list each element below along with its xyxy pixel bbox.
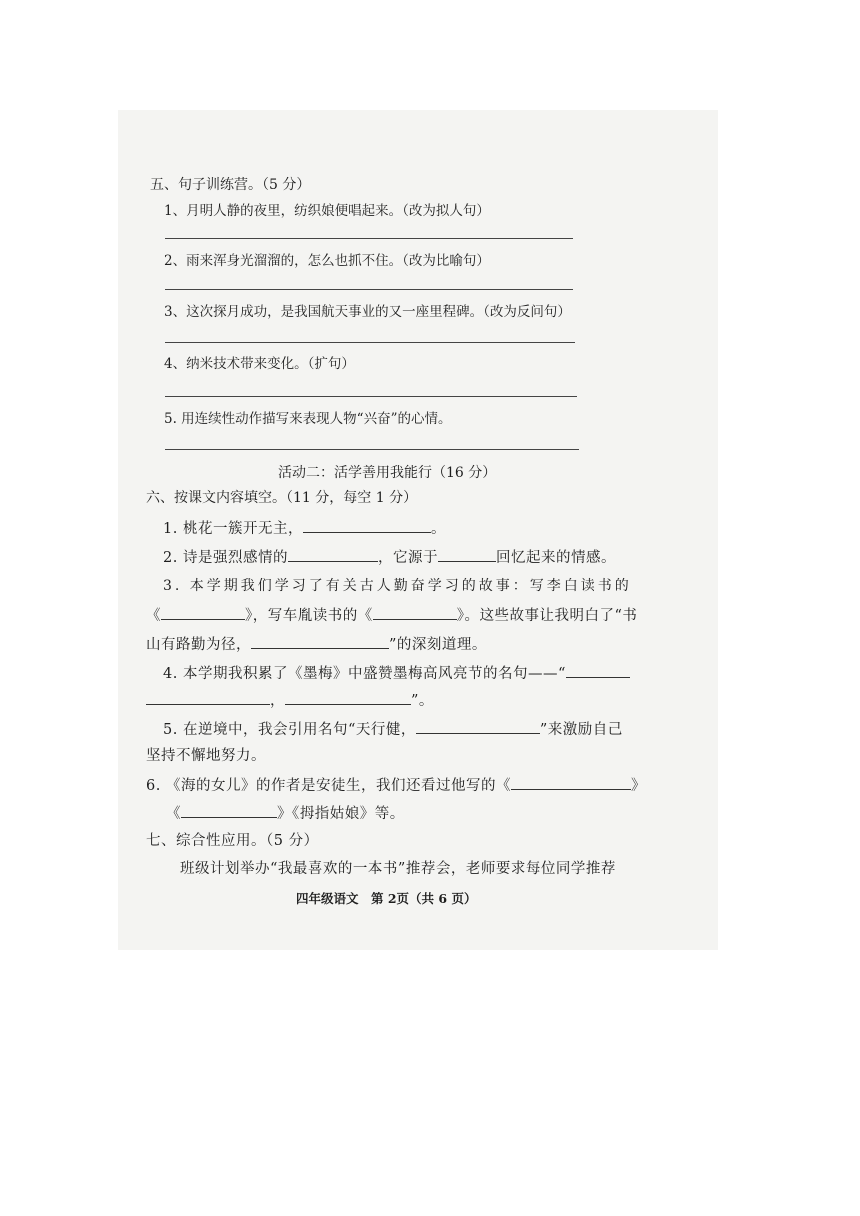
section5-item-3: 3、这次探月成功，是我国航天事业的又一座里程碑。（改为反问句） bbox=[164, 304, 571, 320]
q6-5-text-b: ”来激励自己 bbox=[539, 722, 623, 738]
blank-q2b[interactable] bbox=[438, 545, 496, 562]
q6-3-line1: 3. 本学期我们学习了有关古人勤奋学习的故事：写李白读书的 bbox=[163, 578, 632, 594]
q6-6-text-c: 《 bbox=[166, 806, 181, 822]
section5-item-2: 2、雨来浑身光溜溜的，怎么也抓不住。（改为比喻句） bbox=[164, 253, 490, 269]
q6-6-text-a: 6. 《海的女儿》的作者是安徒生，我们还看过他写的《 bbox=[146, 778, 511, 794]
section6-heading: 六、按课文内容填空。（11 分，每空 1 分） bbox=[146, 490, 418, 506]
page-footer: 四年级语文 第 2页（共 6 页） bbox=[296, 891, 477, 906]
q6-3-line2 bbox=[146, 603, 637, 625]
section5-item-1: 1、月明人静的夜里，纺织娘便唱起来。（改为拟人句） bbox=[164, 203, 490, 219]
blank-q2a[interactable] bbox=[288, 545, 378, 562]
q6-4-line2 bbox=[146, 688, 434, 710]
q6-4-text-a: 4. 本学期我积累了《墨梅》中盛赞墨梅高风亮节的名句——“ bbox=[163, 666, 566, 682]
section7-heading: 七、综合性应用。（5 分） bbox=[146, 833, 319, 849]
q6-6-line1 bbox=[146, 773, 646, 795]
q6-3-text-a: 《 bbox=[146, 608, 161, 624]
q6-4-text-c: ”。 bbox=[411, 693, 434, 709]
answer-line-2[interactable] bbox=[165, 289, 573, 290]
q6-6-text-b: 》 bbox=[630, 778, 646, 794]
q6-3-line3 bbox=[146, 632, 487, 654]
q6-1-end: 。 bbox=[430, 521, 446, 537]
blank-q3b[interactable] bbox=[373, 603, 457, 620]
answer-line-3[interactable] bbox=[165, 342, 575, 343]
blank-q4b[interactable] bbox=[146, 688, 270, 705]
q6-6-text-d: 》《拇指姑娘》等。 bbox=[277, 806, 405, 822]
q6-3-text-c: 》。这些故事让我明白了“书 bbox=[456, 608, 638, 624]
answer-line-5[interactable] bbox=[165, 449, 579, 450]
blank-q3c[interactable] bbox=[251, 632, 389, 649]
answer-line-4[interactable] bbox=[165, 396, 577, 397]
q6-5-text-a: 5. 在逆境中，我会引用名句“天行健， bbox=[163, 722, 416, 738]
q6-4-text-b: ， bbox=[270, 693, 285, 709]
blank-q5[interactable] bbox=[416, 717, 540, 734]
q6-6-line2 bbox=[166, 801, 405, 823]
blank-q3a[interactable] bbox=[161, 603, 245, 620]
q6-2-text-c: 回忆起来的情感。 bbox=[495, 550, 616, 566]
q6-3-text-d: 山有路勤为径， bbox=[146, 637, 251, 653]
section5-item-4: 4、纳米技术带来变化。（扩句） bbox=[164, 356, 355, 372]
q6-3-text-b: 》，写车胤读书的《 bbox=[245, 608, 373, 624]
q6-2-text-a: 2. 诗是强烈感情的 bbox=[163, 550, 288, 566]
q6-5-line1 bbox=[163, 717, 623, 739]
section5-item-5: 5. 用连续性动作描写来表现人物“兴奋”的心情。 bbox=[164, 411, 452, 427]
q6-1-text: 1. 桃花一簇开无主， bbox=[163, 521, 303, 537]
q6-2-text-b: ，它源于 bbox=[377, 550, 438, 566]
blank-q4a[interactable] bbox=[566, 661, 630, 678]
blank-q1[interactable] bbox=[303, 516, 431, 533]
q6-3-text-e: ”的深刻道理。 bbox=[389, 637, 487, 653]
q6-4-line1 bbox=[163, 661, 630, 683]
q6-1 bbox=[163, 516, 446, 538]
blank-q4c[interactable] bbox=[285, 688, 411, 705]
activity2-title: 活动二：活学善用我能行（16 分） bbox=[278, 465, 497, 481]
q6-5-line2: 坚持不懈地努力。 bbox=[146, 748, 266, 764]
section7-text: 班级计划举办“我最喜欢的一本书”推荐会，老师要求每位同学推荐 bbox=[180, 861, 616, 877]
answer-line-1[interactable] bbox=[165, 238, 573, 239]
blank-q6a[interactable] bbox=[511, 773, 631, 790]
blank-q6b[interactable] bbox=[181, 801, 277, 818]
q6-2 bbox=[163, 545, 616, 567]
section5-heading: 五、句子训练营。（5 分） bbox=[150, 177, 311, 193]
